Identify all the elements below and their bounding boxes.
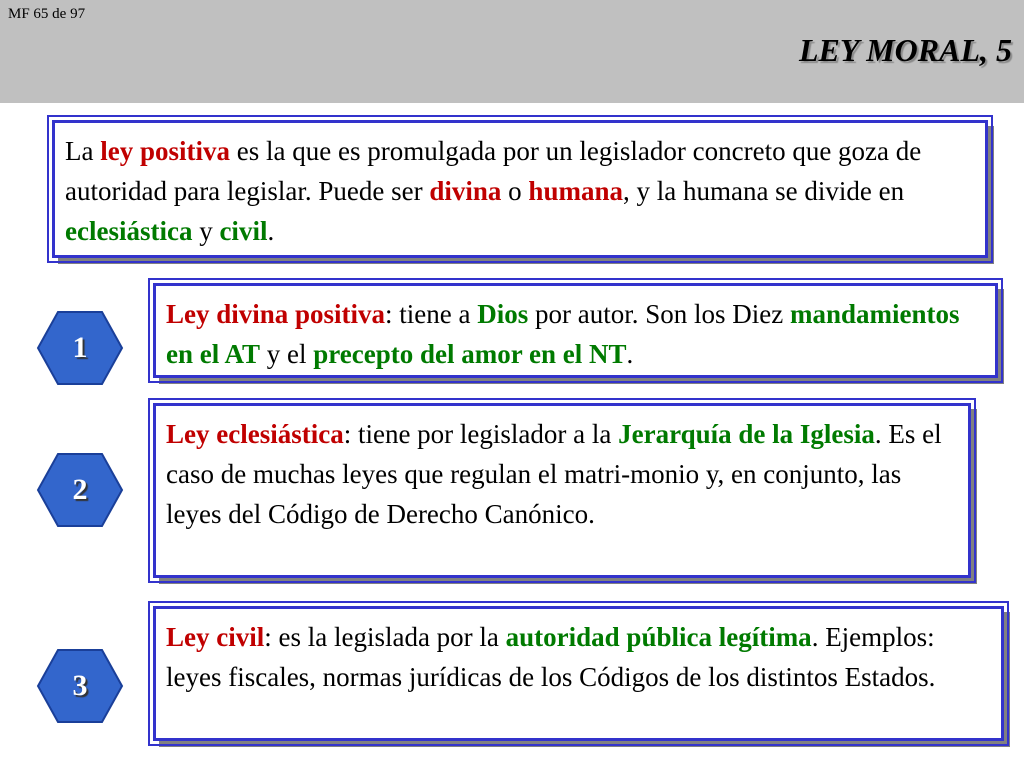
term-eclesiastica: eclesiástica: [65, 216, 193, 246]
number-hexagon-2: [36, 451, 124, 529]
item-heading: Ley divina positiva: [166, 299, 386, 329]
intro-text: La ley positiva es la que es promulgada por un legislador concreto que goza de autoridad para legislar. Puede ser divina o humana, y la humana se divide en eclesiástica y civil.: [65, 136, 922, 246]
item-box-eclesiastica: [153, 403, 971, 578]
term-jerarquia: Jerarquía de la Iglesia: [618, 419, 875, 449]
term-autoridad: autoridad pública legítima: [505, 622, 812, 652]
item-number: 2: [72, 473, 88, 506]
slide-title: LEY MORAL, 5: [798, 32, 1012, 68]
term-mandamientos: mandamientos en el AT: [166, 299, 960, 369]
item-heading: Ley civil: [166, 622, 265, 652]
item-text: Ley eclesiástica: tiene por legislador a la Jerarquía de la Iglesia. Es el caso de muchas leyes que regulan el matri-monio y, en conjunto, las leyes del Código de Derecho Canónico.: [166, 419, 942, 529]
header-bar: [0, 0, 1024, 103]
number-hexagon-1: [36, 309, 124, 387]
term-humana: humana: [528, 176, 623, 206]
item-number: 3: [72, 669, 88, 702]
term-divina: divina: [429, 176, 502, 206]
item-box-civil: [153, 606, 1004, 741]
item-number: 1: [72, 331, 88, 364]
item-heading: Ley eclesiástica: [166, 419, 344, 449]
item-text: Ley civil: es la legislada por la autoridad pública legítima. Ejemplos: leyes fiscales, normas jurídicas de los Códigos de los distintos Estados.: [166, 622, 936, 692]
item-text: Ley divina positiva: tiene a Dios por autor. Son los Diez mandamientos en el AT y el precepto del amor en el NT.: [166, 299, 960, 369]
intro-box: [52, 120, 988, 258]
term-dios: Dios: [477, 299, 529, 329]
term-precepto: precepto del amor en el NT: [313, 339, 627, 369]
term-ley-positiva: ley positiva: [100, 136, 230, 166]
page-indicator: MF 65 de 97: [8, 6, 86, 22]
number-hexagon-3: [36, 647, 124, 725]
term-civil: civil: [219, 216, 268, 246]
item-box-divina: [153, 283, 998, 378]
